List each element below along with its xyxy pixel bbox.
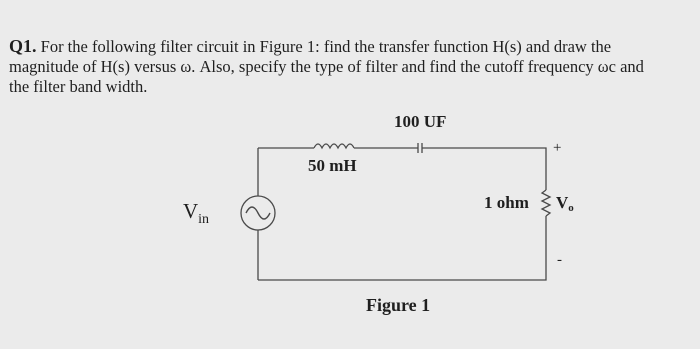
capacitor-label: 100 UF [394, 112, 447, 131]
question-line-1-text: For the following filter circuit in Figure 1: find the transfer function H(s) and draw the [40, 37, 612, 56]
inductor-coil [314, 144, 354, 148]
output-voltage-label: Vo [556, 193, 574, 214]
minus-sign: - [557, 252, 562, 268]
inductor-label: 50 mH [308, 156, 357, 175]
sine-wave-icon [246, 207, 270, 219]
resistor-zigzag [542, 190, 550, 216]
wire-right-bottom [258, 216, 546, 280]
question-line-3: the filter band width. [9, 77, 148, 96]
wire-top-right [422, 148, 546, 190]
question-line-2: magnitude of H(s) versus ω. Also, specify the type of filter and find the cutoff frequency ωc and [9, 57, 644, 76]
resistor-label: 1 ohm [484, 193, 529, 212]
capacitor-symbol [418, 143, 422, 153]
source-voltage-label: $V_{in}$ [183, 199, 210, 228]
plus-sign: + [553, 140, 562, 156]
question-number: Q1. [9, 36, 37, 56]
figure-caption: Figure 1 [366, 295, 431, 315]
